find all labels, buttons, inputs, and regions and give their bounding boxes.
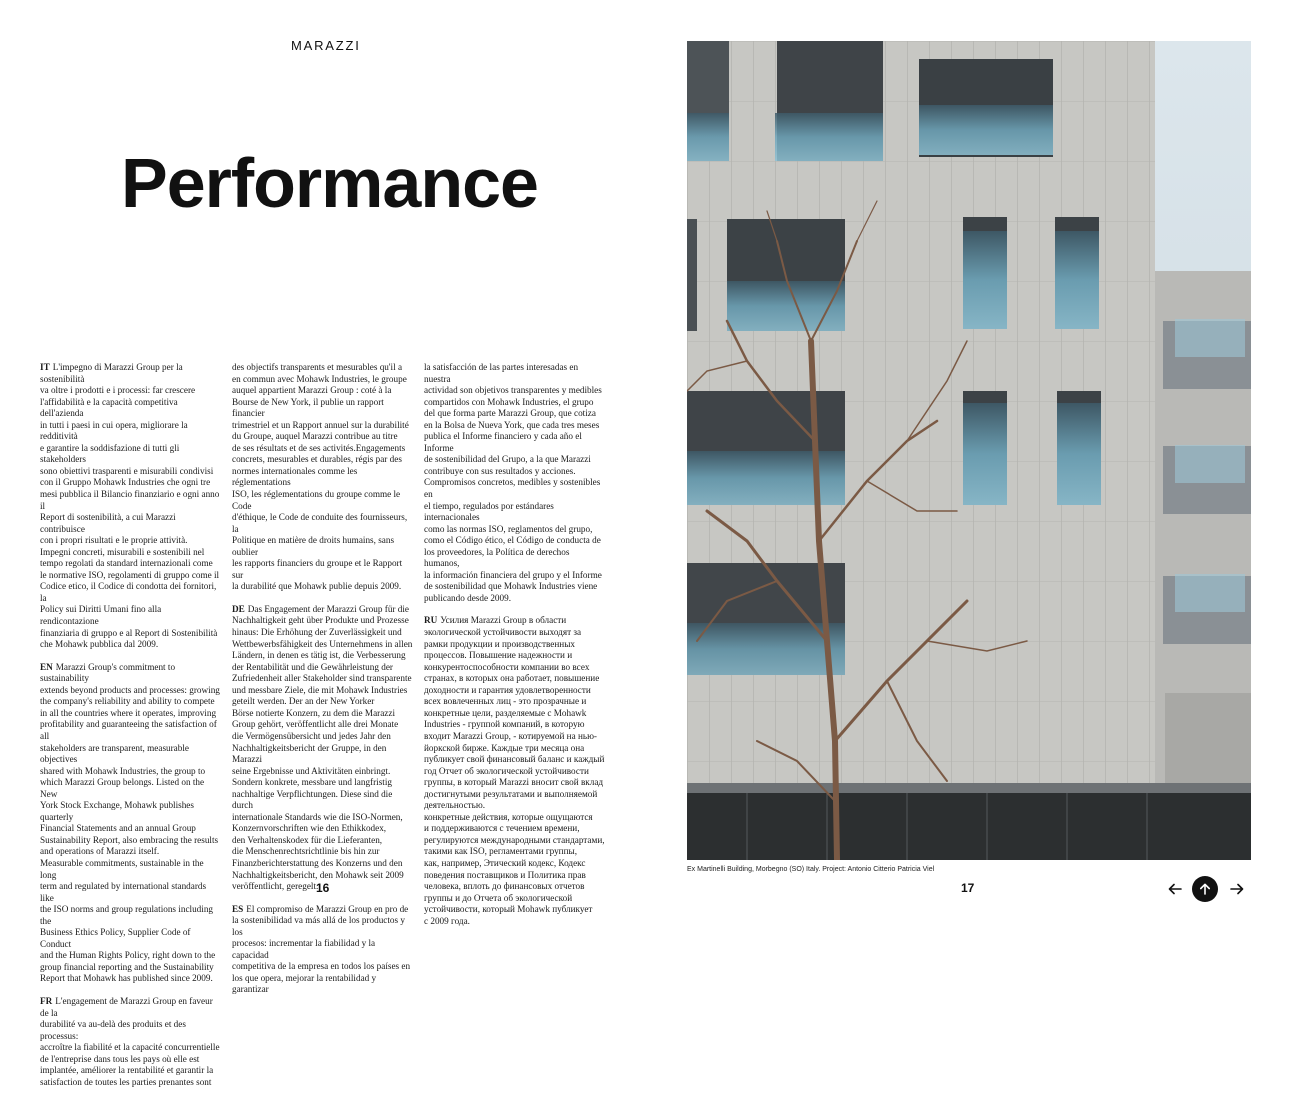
arrow-up-icon <box>1199 883 1211 895</box>
arrow-left-icon <box>1168 882 1182 896</box>
paragraph-fr-body: L'engagement de Marazzi Group en faveur de la durabilité va au-delà des produits et des processus: accroître la fiabilité et la capacité concurrentielle de l'entreprise dans tous les pays où elle est implantée, améliorer la rentabilité et garantir la satisfaction de toutes les parties prenantes sont <box>40 995 220 1087</box>
paragraph-ru-body: Усилия Marazzi Group в области экологической устойчивости выходят за рамки продукции и производственных процессов. Повышение надежности и конкурентоспособности компании во всех странах, в которых она работает, повышение доходности и гарантия удовлетворенности всех вовлеченных лиц - это прозрачные и конкретные цели, разделяемые с Mohawk Industries - группой компаний, в которую входит Marazzi Group, - котируемой на нью- йоркской бирже. Каждые три месяца она публикует свой финансовый баланс и каждый год Отчет об экологической устойчивости группы, в который Marazzi вносит свой вклад достигнутыми результатами и выполняемой деятельностью. конкретные действия, которые ощущаются и поддерживаются с течением времени, регулируются международными стандартами, такими как ISO, регламентами группы, как, например, Этический кодекс, Кодекс поведения поставщиков и Политика прав человека, вплоть до финансовых отчетов группы и до Отчета об экологической устойчивости, который Mohawk публикует с 2009 года. <box>424 615 605 926</box>
page-title: Performance <box>121 144 538 222</box>
paragraph-de-body: Das Engagement der Marazzi Group für die Nachhaltigkeit geht über Produkte und Prozesse hinaus: Die Erhöhung der Zuverlässigkeit und Wettbewerbsfähigkeit des Unternehmens in allen Ländern, in denen es tätig ist, die Verbesserung der Rentabilität und die Gewährleistung der Zufriedenheit aller Stakeholder sind transparente und messbare Ziele, die mit Mohawk Industries geteilt werden. Der an der New Yorker Börse notierte Konzern, zu dem die Marazzi Group gehört, veröffentlicht alle drei Monate die Vermögensübersicht und jedes Jahr den Nachhaltigkeitsbericht der Gruppe, in den Marazzi seine Ergebnisse und Aktivitäten einbringt. Sondern konkrete, messbare und langfristig nachhaltige Verpflichtungen. Diese sind die durch internationale Standards wie die ISO-Normen, Konzernvorschriften wie den Ethikkodex, den Verhaltenskodex für die Lieferanten, die Menschenrechtsrichtlinie bis hin zur Finanzberichterstattung des Konzerns und den Nachhaltigkeitsbericht, den Mohawk seit 2009 veröffentlicht, geregelt. <box>232 603 413 892</box>
paragraph-es-body: El compromiso de Marazzi Group en pro de la sostenibilidad va más allá de los productos y los procesos: incrementar la fiabilidad y la capacidad competitiva de la empresa en todos los países en los que opera, mejorar la rentabilidad y garantizar <box>232 903 411 995</box>
text-column-3 <box>424 362 606 938</box>
page-number-left: 16 <box>316 881 330 895</box>
language-code-fr: FR <box>40 995 53 1006</box>
language-code-es: ES <box>232 903 244 914</box>
paragraph-it-body: L'impegno di Marazzi Group per la sostenibilità va oltre i prodotti e i processi: far crescere l'affidabilità e la capacità competitiva dell'azienda in tutti i paesi in cui opera, migliorare la redditività e garantire la soddisfazione di tutti gli stakeholders sono obiettivi trasparenti e misurabili condivisi con il Gruppo Mohawk Industries che ogni tre mesi pubblica il Bilancio finanziario e ogni anno il Report di sostenibilità, a cui Marazzi contribuisce con i propri risultati e le proprie attività. Impegni concreti, misurabili e sostenibili nel tempo regolati da standard internazionali come le normative ISO, regolamenti di gruppo come il Codice etico, il Codice di condotta dei fornitori, la Policy sui Diritti Umani fino alla rendicontazione finanziaria di gruppo e al Report di Sostenibilità che Mohawk pubblica dal 2009. <box>40 362 220 650</box>
paragraph-fr-continued: des objectifs transparents et mesurables qu'il a en commun avec Mohawk Industries, le groupe auquel appartient Marazzi Group : coté à la Bourse de New York, il publie un rapport financier trimestriel et un Rapport annuel sur la durabilité du Groupe, auquel Marazzi contribue au titre de ses résultats et de ses activités.Engagements concrets, mesurables et durables, régis par des normes internationales comme les réglementations ISO, les réglementations du groupe comme le Code d'éthique, le Code de conduite des fournisseurs, la Politique en matière de droits humains, sans oublier les rapports financiers du groupe et le Rapport sur la durabilité que Mohawk publie depuis 2009. <box>232 362 409 592</box>
language-code-ru: RU <box>424 615 438 626</box>
page-number-right: 17 <box>961 881 975 895</box>
building-illustration <box>687 41 1251 860</box>
language-code-en: EN <box>40 661 53 672</box>
scroll-top-button[interactable] <box>1192 876 1218 902</box>
paragraph-es <box>232 904 414 996</box>
paragraph-fr <box>40 996 222 1088</box>
paragraph-ru <box>424 615 606 927</box>
language-code-de: DE <box>232 603 245 614</box>
previous-page-button[interactable] <box>1162 876 1188 902</box>
next-page-button[interactable] <box>1224 876 1250 902</box>
text-column-2 <box>232 362 414 1007</box>
building-photo <box>687 41 1251 860</box>
text-column-1 <box>40 362 222 1099</box>
brand-logo: MARAZZI <box>291 38 361 53</box>
paragraph-de <box>232 604 414 893</box>
paragraph-en <box>40 662 222 985</box>
photo-caption: Ex Martinelli Building, Morbegno (SO) Italy. Project: Antonio Citterio Patricia Viel <box>687 866 935 873</box>
arrow-right-icon <box>1230 882 1244 896</box>
paragraph-it <box>40 362 222 651</box>
language-code-it: IT <box>40 362 50 372</box>
paragraph-en-body: Marazzi Group's commitment to sustainability extends beyond products and processes: growing the company's reliability and ability to compete in all the countries where it operates, improving profitability and guaranteeing the satisfaction of all stakeholders are transparent, measurable objectives shared with Mohawk Industries, the group to which Marazzi Group belongs. Listed on the New York Stock Exchange, Mohawk publishes quarterly Financial Statements and an annual Group Sustainability Report, also embracing the results and operations of Marazzi itself. Measurable commitments, sustainable in the long term and regulated by international standards like the ISO norms and group regulations including the Business Ethics Policy, Supplier Code of Conduct and the Human Rights Policy, right down to the group financial reporting and the Sustainability Report that Mohawk has published since 2009. <box>40 661 220 984</box>
paragraph-es-continued: la satisfacción de las partes interesadas en nuestra actividad son objetivos transparentes y medibles compartidos con Mohawk Industries, el grupo del que forma parte Marazzi Group, que cotiza en la Bolsa de Nueva York, que cada tres meses publica el Informe financiero y cada año el Informe de sostenibilidad del Grupo, a la que Marazzi contribuye con sus resultados y acciones. Compromisos concretos, medibles y sostenibles en el tiempo, regulados por estándares internacionales como las normas ISO, reglamentos del grupo, como el Código ético, el Código de conducta de los proveedores, la Política de derechos humanos, la información financiera del grupo y el Informe de sostenibilidad que Mohawk Industries viene publicando desde 2009. <box>424 362 602 603</box>
